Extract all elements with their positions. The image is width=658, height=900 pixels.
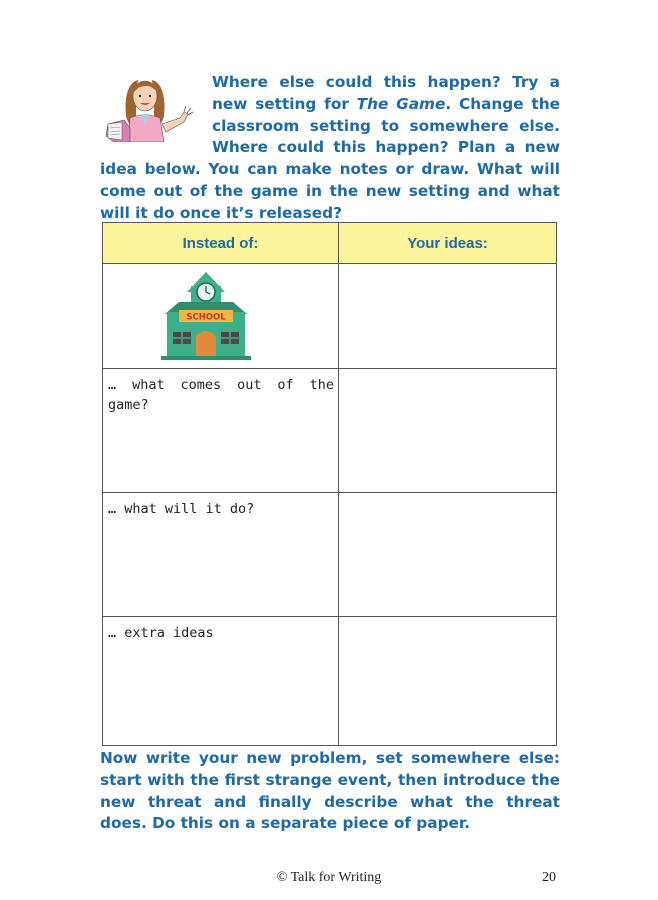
- idea-cell-1[interactable]: [339, 264, 557, 369]
- prompt-cell-3: [103, 617, 339, 746]
- table-header-row: [103, 223, 557, 264]
- header-instead-of: Instead of:: [103, 223, 339, 264]
- header-your-ideas: Your ideas:: [339, 223, 557, 264]
- intro-text-part2: . Change the classroom setting to somewhere else. Where could this happen? Plan a new idea below. You can make notes or draw. What will come out of the game in the new setting and what will it do once it’s released?: [100, 94, 560, 222]
- intro-paragraph: [100, 72, 560, 225]
- prompt-what-will-it-do: … what will it do?: [108, 501, 255, 517]
- school-building-icon: [161, 272, 251, 360]
- outro-paragraph: Now write your new problem, set somewhere else: start with the first strange event, then introduce the new threat and finally describe what the threat does. Do this on a separate piece of paper.: [100, 749, 560, 833]
- prompt-what-comes-out: … what comes out of the game?: [108, 377, 334, 413]
- story-title: The Game: [356, 94, 446, 113]
- intro-text-part1: Where else could this happen? Try a new setting for: [212, 73, 560, 113]
- page-number: 20: [542, 870, 556, 885]
- table-row: [103, 369, 557, 493]
- table-row: [103, 493, 557, 617]
- idea-cell-2[interactable]: [339, 369, 557, 493]
- teacher-reading-illustration: [100, 72, 206, 142]
- table-row: [103, 617, 557, 746]
- prompt-cell-1: [103, 369, 339, 493]
- school-sign-text: SCHOOL: [186, 312, 226, 323]
- idea-cell-3[interactable]: [339, 493, 557, 617]
- footer-credit: © Talk for Writing: [276, 870, 382, 885]
- idea-cell-4[interactable]: [339, 617, 557, 746]
- prompt-cell-2: [103, 493, 339, 617]
- school-cell: [103, 264, 339, 369]
- table-row: [103, 264, 557, 369]
- planning-table: [102, 222, 557, 746]
- prompt-extra-ideas: … extra ideas: [108, 625, 214, 641]
